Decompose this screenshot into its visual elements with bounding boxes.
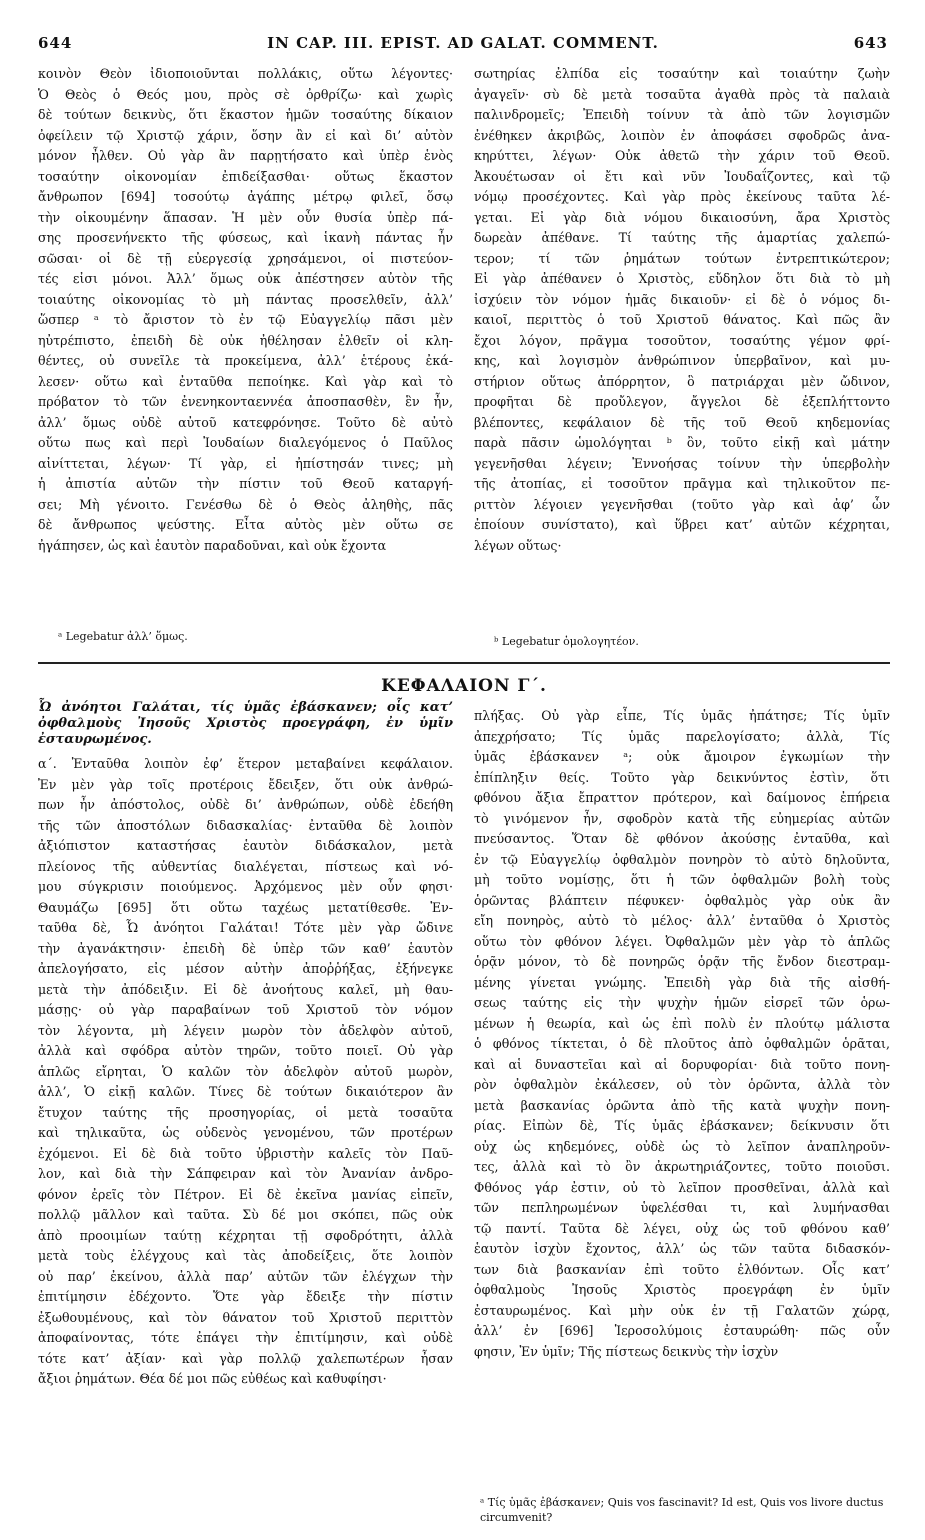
text-line: ἀποφαίνοντας, τότε ἐπάγει τὴν ἐπιτίμησιν, καὶ οὐδὲ — [38, 1330, 453, 1345]
text-line: ἑαυτὸν ἰσχὺν ἔχοντος, ἀλλ’ ὡς τῶν ταῦτα διδασκόν- — [474, 1241, 890, 1256]
text-line: των διὰ βασκανίαν ἐπὶ τοῦτο ἐλθόντων. Οἷς κατ’ — [474, 1261, 890, 1277]
text-line: ὥσπερ ᵃ τὸ ἄριστον τὸ ἐν τῷ Εὐαγγελίῳ πᾶσι μὲν — [38, 312, 453, 327]
text-line: πολλῷ μᾶλλον καὶ ταῦτα. Σὺ δέ μοι σκόπει, πῶς οὐκ — [38, 1207, 453, 1222]
text-line: τες, ἀλλὰ καὶ τὸ ὂν ἀκρωτηριάζοντες, τοῦτο ποιοῦσι. — [474, 1159, 890, 1174]
text-line: ἐξωθουμένους, καὶ τὸν θάνατον τοῦ Χριστοῦ περιττὸν — [38, 1309, 453, 1325]
text-line: οὕτω τὸν φθόνον λέγει. Ὀφθαλμῶν μὲν γὰρ τὸ ἁπλῶς — [474, 933, 890, 949]
text-line: ὀφθαλμοὺς Ἰησοῦς Χριστὸς προεγράφη ἐν ὑμῖν — [474, 1282, 890, 1297]
text-line: τοσαύτην οἰκονομίαν ἐπιδείξασθαι· οὕτως ἕκαστον — [38, 168, 453, 184]
text-line: ἀπεχρήσατο; Τίς ὑμᾶς παρελογίσατο; ἀλλὰ, Τίς — [474, 728, 890, 744]
text-line: ἀλλ’ ἐν [696] Ἱεροσολύμοις ἐσταυρώθη· πῶς οὖν — [474, 1323, 890, 1338]
text-line: καὶ τηλικαῦτα, ὡς οὐδενὸς γενομένου, τῶν προτέρων — [38, 1125, 453, 1140]
footnote-b: ᵇ Legebatur ὁμολογητέον. — [494, 635, 639, 648]
text-line: τὸ γινόμενον ἦν, σφοδρὸν κατὰ τῆς εὐημερίας αὐτῶν — [474, 810, 890, 826]
text-line: ὀφείλειν τῷ Χριστῷ χάριν, ὅσην ἂν εἰ καὶ δι’ αὐτὸν — [38, 127, 453, 143]
page-number-left: 644 — [38, 34, 73, 52]
footnote-bottom: ᵃ Τίς ὑμᾶς ἐβάσκανεν; Quis vos fascinavit? Id est, Quis vos livore ductus circumvenit? — [480, 1496, 884, 1524]
text-line: ἄνθρωπον [694] τοσούτῳ ἀγάπης μέτρῳ φιλεῖ, ὅσῳ — [38, 189, 453, 204]
text-line: κοινὸν Θεὸν ἰδιοποιοῦνται πολλάκις, οὕτω λέγοντες· — [38, 66, 453, 81]
text-line: ὁ φθόνος τίκτεται, ὁ δὲ πλοῦτος ἀπὸ ὀφθαλμῶν ὁρᾶται, — [474, 1036, 890, 1051]
text-line: ἐχόμενοι. Εἰ δὲ διὰ τοῦτο ὑβριστὴν καλεῖς τὸν Παῦ- — [38, 1145, 453, 1161]
text-line: ρὸν ὀφθαλμὸν ἐκάλεσεν, οὐ τὸν ὁρῶντα, ἀλλὰ τὸν — [474, 1077, 890, 1092]
text-line: ὁρῶντας βλάπτειν πέφυκεν· ὀφθαλμὸς γὰρ οὐκ ἂν — [474, 892, 890, 908]
text-line: καιοῖ, περιττὸς ὁ τοῦ Χριστοῦ θάνατος. Καὶ πῶς ἂν — [474, 312, 890, 327]
text-line: τὴν οἰκουμένην ἅπασαν. Ἡ μὲν οὖν θυσία ὑπὲρ πά- — [38, 209, 453, 225]
text-line: ἀξιόπιστον καταστήσας ἑαυτὸν διδάσκαλον, μετὰ — [38, 838, 453, 853]
section-divider — [38, 662, 890, 664]
text-line: οὐ παρ’ ἐκείνου, ἀλλὰ παρ’ αὐτῶν τῶν ἐλέγχων τὴν — [38, 1268, 453, 1284]
text-line: τῆς τῶν ἀποστόλων διδασκαλίας· ἐνταῦθα δὲ λοιπὸν — [38, 817, 453, 833]
text-line: γεται. Εἰ γὰρ διὰ νόμου δικαιοσύνη, ἄρα Χριστὸς — [474, 209, 890, 225]
text-line: ἡ ἀπιστία αὐτῶν τὴν πίστιν τοῦ Θεοῦ καταργή- — [38, 476, 453, 491]
text-line: σης προσενήνεκτο τῆς φύσεως, καὶ ἱκανὴ πάντας ἦν — [38, 230, 453, 245]
text-line: πων ἦν ἀπόστολος, οὐδὲ δι’ ἀνθρώπων, οὐδὲ ἐδεήθη — [38, 797, 453, 812]
text-line: εἴη πονηρὸς, αὐτὸ τὸ μέλος· ἀλλ’ ἐνταῦθα ὁ Χριστὸς — [474, 913, 890, 928]
running-header — [38, 34, 888, 56]
text-line: αἰνίττεται, λέγων· Τί γὰρ, εἰ ἠπίστησάν τινες; μὴ — [38, 455, 453, 471]
text-line: ἀλλ’ ὅμως οὐδὲ αὐτοῦ κατεφρόνησε. Τοῦτο δὲ αὐτὸ — [38, 414, 453, 430]
text-line: Φθόνος γάρ ἐστιν, οὐ τὸ λεῖπον προσθεῖναι, ἀλλὰ καὶ — [474, 1179, 890, 1195]
text-line: μετὰ τὴν ἀπόδειξιν. Εἰ δὲ ἀνοήτους καλεῖ, μὴ θαυ- — [38, 981, 453, 997]
text-line: ἐν τῷ Εὐαγγελίῳ ὀφθαλμὸν πονηρὸν τὸ αὐτὸ δηλοῦντα, — [474, 851, 890, 867]
text-line: ἀλλὰ καὶ σφόδρα αὐτὸν τηρῶν, τοῦτο ποιεῖ. Οὐ γὰρ — [38, 1043, 453, 1058]
text-line: μένης γίνεται γνώμης. Ἐπειδὴ γὰρ διὰ τῆς αἰσθή- — [474, 974, 890, 990]
text-line: ὑμᾶς ἐβάσκανεν ᵃ; οὐκ ἄμοιρον ἐγκωμίων τὴν — [474, 749, 890, 764]
text-line: λέγων οὕτως· — [474, 537, 562, 553]
page-number-right: 643 — [853, 34, 888, 52]
text-line: ἀπελογήσατο, εἰς μέσον αὐτὴν ἀποῤῥήξας, ἐξήνεγκε — [38, 961, 453, 976]
top-left-column — [38, 64, 453, 556]
text-line: ἐνέθηκεν ἀκριβῶς, λοιπὸν ἐν ἀποφάσει σφοδρῶς ἀνα- — [474, 127, 890, 143]
text-line: ἐσταυρωμένος. Καὶ μὴν οὐκ ἐν τῇ Γαλατῶν χώρᾳ, — [474, 1302, 890, 1318]
text-line: δὲ τούτων δεικνὺς, ὅτι ἕκαστον ἡμῶν τοσαύτης δίκαιον — [38, 107, 453, 122]
text-line: σεως ταύτης εἰς τὴν ψυχὴν ἡμῶν εἰσρεῖ τῶν ὁρω- — [474, 995, 890, 1010]
text-line: γεγενῆσθαι λέγειν; Ἐννοήσας τοίνυν τὴν ὑπερβολὴν — [474, 455, 890, 471]
text-line: μάσῃς· οὐ γὰρ παραβαίνων τοῦ Χριστοῦ τὸν νόμον — [38, 1002, 453, 1017]
text-line: ἔτυχον ταύτης τῆς προσηγορίας, οἱ μετὰ τοσαῦτα — [38, 1104, 453, 1120]
text-line: νόμῳ προσέχοντες. Καὶ γὰρ πρὸς ἐκείνους ταῦτα λέ- — [474, 189, 890, 204]
text-line: ἀγαγεῖν· σὺ δὲ μετὰ τοσαῦτα ἀγαθὰ πρὸς τὰ παλαιὰ — [474, 86, 890, 102]
text-line: μόνον ἦλθεν. Οὐ γὰρ ἂν παρῃτήσατο καὶ ὑπὲρ ἑνὸς — [38, 148, 453, 163]
text-line: ἔχοι λόγον, πρᾶγμα τοσοῦτον, τοσαύτης γέμον φρί- — [474, 332, 890, 348]
text-line: δὲ ἄνθρωπος ψεύστης. Εἶτα αὐτὸς μὲν οὕτω σε — [38, 517, 453, 532]
text-line: φόνον ἐρεῖς τὸν Πέτρον. Εἰ δὲ ἐκεῖνα μανίας εἰπεῖν, — [38, 1186, 453, 1202]
text-line: δωρεὰν ἀπέθανε. Τί ταύτης τῆς ἁμαρτίας χαλεπώ- — [474, 230, 890, 245]
bottom-left-column — [38, 700, 453, 1390]
top-right-column — [474, 64, 890, 556]
text-line: τὴν ἀγανάκτησιν· ἐπειδὴ δὲ ὑπὲρ τῶν καθ’ ἑαυτὸν — [38, 940, 453, 956]
text-line: μου σύγκρισιν ποιούμενος. Ἀρχόμενος μὲν οὖν φησι· — [38, 879, 453, 894]
text-line: προφῆται δὲ προὔλεγον, ἄγγελοι δὲ ἐξεπλήττοντο — [474, 394, 890, 409]
text-line: τότε κατ’ ἀξίαν· καὶ γὰρ πολλῷ χαλεπωτέρων ἦσαν — [38, 1350, 453, 1366]
text-line: μένων ἡ θεωρία, καὶ ὡς ἐπὶ πολὺ ἐν πλούτῳ μάλιστα — [474, 1015, 890, 1031]
text-line: θέντες, οὐ συνεῖλε τὰ προκείμενα, ἀλλ’ ἑτέρους ἐκά- — [38, 353, 453, 368]
text-line: τὸν λέγοντα, μὴ λέγειν μωρὸν τὸν ἀδελφὸν αὐτοῦ, — [38, 1022, 453, 1038]
chapter-title: ΚΕΦΑΛΑΙΟΝ Γ΄. — [381, 676, 547, 696]
text-line: ηὐτρέπιστο, ἐπειδὴ δὲ οὐκ ἠθέλησαν ἐλθεῖν οἱ κλη- — [38, 332, 453, 348]
text-line: Ὁ Θεὸς ὁ Θεός μου, πρὸς σὲ ὀρθρίζω· καὶ χωρὶς — [38, 86, 453, 102]
text-line: λον, καὶ διὰ τὴν Σάπφειραν καὶ τὸν Ἀνανίαν ἀνδρο- — [38, 1166, 453, 1181]
text-line: α΄. Ἐνταῦθα λοιπὸν ἐφ’ ἕτερον μεταβαίνει κεφάλαιον. — [38, 756, 453, 771]
text-line: ρίας. Εἰπὼν δὲ, Τίς ὑμᾶς ἐβάσκανεν; δείκνυσιν ὅτι — [474, 1118, 890, 1133]
text-line: ἁπλῶς εἴρηται, Ὁ καλῶν τὸν ἀδελφὸν αὐτοῦ μωρὸν, — [38, 1063, 453, 1079]
text-line: πνεύσαντος. Ὅταν δὲ φθόνον ἀκούσῃς ἐνταῦθα, καὶ — [474, 831, 890, 846]
text-line: λεσεν· οὕτω καὶ ἐνταῦθα πεποίηκε. Καὶ γὰρ καὶ τὸ — [38, 373, 453, 389]
text-line: πλείονος τῆς αὐθεντίας διαλέγεται, πίστεως καὶ νό- — [38, 858, 453, 874]
text-line: ἰσχύειν τὸν νόμον ἡμᾶς δικαιοῦν· εἰ δὲ ὁ νόμος δι- — [474, 291, 890, 307]
running-title: IN CAP. III. EPIST. AD GALAT. COMMENT. — [267, 34, 659, 52]
text-line: ὁρᾷν μόνον, τὸ δὲ πονηρῶς ὁρᾷν τῆς ἔνδον διεστραμ- — [474, 954, 890, 969]
text-line: τῆς ἀτοπίας, εἰ τοσοῦτον πρᾶγμα καὶ τηλικοῦτον πε- — [474, 476, 890, 491]
text-line: σωτηρίας ἐλπίδα εἰς τοσαύτην καὶ τοιαύτην ζωὴν — [474, 66, 890, 81]
text-line: ἄξιοι ῥημάτων. Θέα δέ μοι πῶς εὐθέως καὶ καθυφίησι· — [38, 1371, 387, 1386]
text-line: ἐπιτίμησιν ἐδέχοντο. Ὅτε γὰρ ἔδειξε τὴν πίστιν — [38, 1289, 453, 1304]
text-line: Ἀκουέτωσαν οἱ ἔτι καὶ νῦν Ἰουδαΐζοντες, καὶ τῷ — [474, 168, 890, 184]
text-line: φησιν, Ἐν ὑμῖν; Τῆς πίστεως δεικνὺς τὴν ἰσχὺν — [474, 1343, 779, 1359]
text-line: Θαυμάζω [695] ὅτι οὕτω ταχέως μετατίθεσθε. Ἐν- — [38, 899, 453, 915]
text-line: πρόβατον τὸ τῶν ἐνενηκονταεννέα ἀποσπασθὲν, ἓν ἦν, — [38, 394, 453, 409]
text-line: Ἐν μὲν γὰρ τοῖς προτέροις ἔδειξεν, ὅτι οὐκ ἀνθρώ- — [38, 776, 453, 792]
bottom-right-column — [474, 706, 890, 1362]
footnote-a: ᵃ Legebatur ἀλλ’ ὅμως. — [58, 630, 188, 643]
text-line: ταῦθα δὲ, Ὦ ἀνόητοι Γαλάται! Τότε μὲν γὰρ ὤδινε — [38, 920, 453, 935]
text-line: φθόνου ἄξια ἔπραττον πρότερον, καὶ δαίμονος ἐπήρεια — [474, 790, 890, 805]
text-line: ἐπίπληξιν θείς. Τοῦτο γὰρ δεικνύντος ἐστὶν, ὅτι — [474, 769, 890, 785]
text-line: πλήξας. Οὐ γὰρ εἶπε, Τίς ὑμᾶς ἠπάτησε; Τίς ὑμῖν — [474, 708, 890, 723]
text-line: τοιαύτης οἰκονομίας τὸ μὴ πάντας προσελθεῖν, ἀλλ’ — [38, 291, 453, 307]
text-line: μετὰ βασκανίας ὁρῶντα ἀπὸ τῆς κατὰ ψυχὴν πονη- — [474, 1097, 890, 1113]
text-line: τῶν πεπληρωμένων ὑφελέσθαι τι, καὶ λυμήνασθαι — [474, 1200, 890, 1215]
text-line: μετὰ τοὺς ἐλέγχους καὶ τὰς ἀποδείξεις, ὅτε λοιπὸν — [38, 1248, 453, 1263]
text-line: ἀπὸ προοιμίων ταύτῃ κέχρηται τῇ σφοδρότητι, ἀλλὰ — [38, 1227, 453, 1243]
text-line: κης, καὶ λογισμὸν ἀνθρώπινον ὑπερβαῖνον, καὶ μυ- — [474, 353, 890, 368]
text-line: μὴ τοῦτο νομίσῃς, ὅτι ἡ τῶν ὀφθαλμῶν βολὴ τοὺς — [474, 872, 890, 887]
text-line: καὶ αἱ δυναστεῖαι καὶ αἱ δορυφορίαι· διὰ τοῦτο πονη- — [474, 1056, 890, 1072]
text-line: κηρύττει, λέγων· Οὐκ ἀθετῶ τὴν χάριν τοῦ Θεοῦ. — [474, 148, 890, 163]
text-line: ἠγάπησεν, ὡς καὶ ἑαυτὸν παραδοῦναι, καὶ οὐκ ἔχοντα — [38, 537, 387, 553]
text-line: παλινδρομεῖς; Ἐπειδὴ τοίνυν τὰ ἀπὸ τῶν λογισμῶν — [474, 107, 890, 122]
text-line: σῶσαι· οἱ δὲ τῇ εὐεργεσίᾳ χρησάμενοι, οἱ πιστεύον- — [38, 250, 453, 266]
text-line: οὐχ ὡς κηδεμόνες, οὐδὲ ὡς τὸ λεῖπον ἀναπληροῦν- — [474, 1138, 890, 1154]
text-line: παρὰ πᾶσιν ὡμολόγηται ᵇ ὂν, τοῦτο εἰκῇ καὶ μάτην — [474, 435, 890, 450]
text-line: οὕτω πως καὶ περὶ Ἰουδαίων διαλεγόμενος ὁ Παῦλος — [38, 435, 453, 450]
scripture-verse: Ὦ ἀνόητοι Γαλάται, τίς ὑμᾶς ἐβάσκανεν; οἷς κατ’ ὀφθαλμοὺς Ἰησοῦς Χριστὸς προεγράφη, ἐν ὑμῖν ἐσταυρωμένος. — [38, 700, 453, 747]
text-line: σει; Μὴ γένοιτο. Γενέσθω δὲ ὁ Θεὸς ἀληθὴς, πᾶς — [38, 496, 453, 512]
text-line: ἐποίουν συνίστατο), καὶ ὕβρει κατ’ αὐτῶν κέχρηται, — [474, 517, 890, 532]
text-line: στήριον οὕτως ἀπόρρητον, ὃ πατριάρχαι μὲν ὤδινον, — [474, 373, 890, 389]
text-line: βλέποντες, κεφάλαιον δὲ τῆς τοῦ Θεοῦ κηδεμονίας — [474, 414, 890, 430]
text-line: ριττὸν λέγοιεν γεγενῆσθαι (τοῦτο γὰρ καὶ ἀφ’ ὧν — [474, 496, 890, 512]
text-line: ἀλλ’, Ὁ εἰκῇ καλῶν. Τίνες δὲ τούτων δικαιότερον ἂν — [38, 1084, 453, 1099]
text-line: τῷ παντί. Ταῦτα δὲ λέγει, οὐχ ὡς τοῦ φθόνου καθ’ — [474, 1220, 890, 1236]
text-line: Εἰ γὰρ ἀπέθανεν ὁ Χριστὸς, εὔδηλον ὅτι διὰ τὸ μὴ — [474, 271, 890, 286]
text-line: τερον; τί τῶν ῥημάτων τούτων ἐντρεπτικώτερον; — [474, 250, 890, 266]
text-line: τές εἰσι μόνοι. Ἀλλ’ ὅμως οὐκ ἀπέστησεν αὐτὸν τῆς — [38, 271, 453, 286]
